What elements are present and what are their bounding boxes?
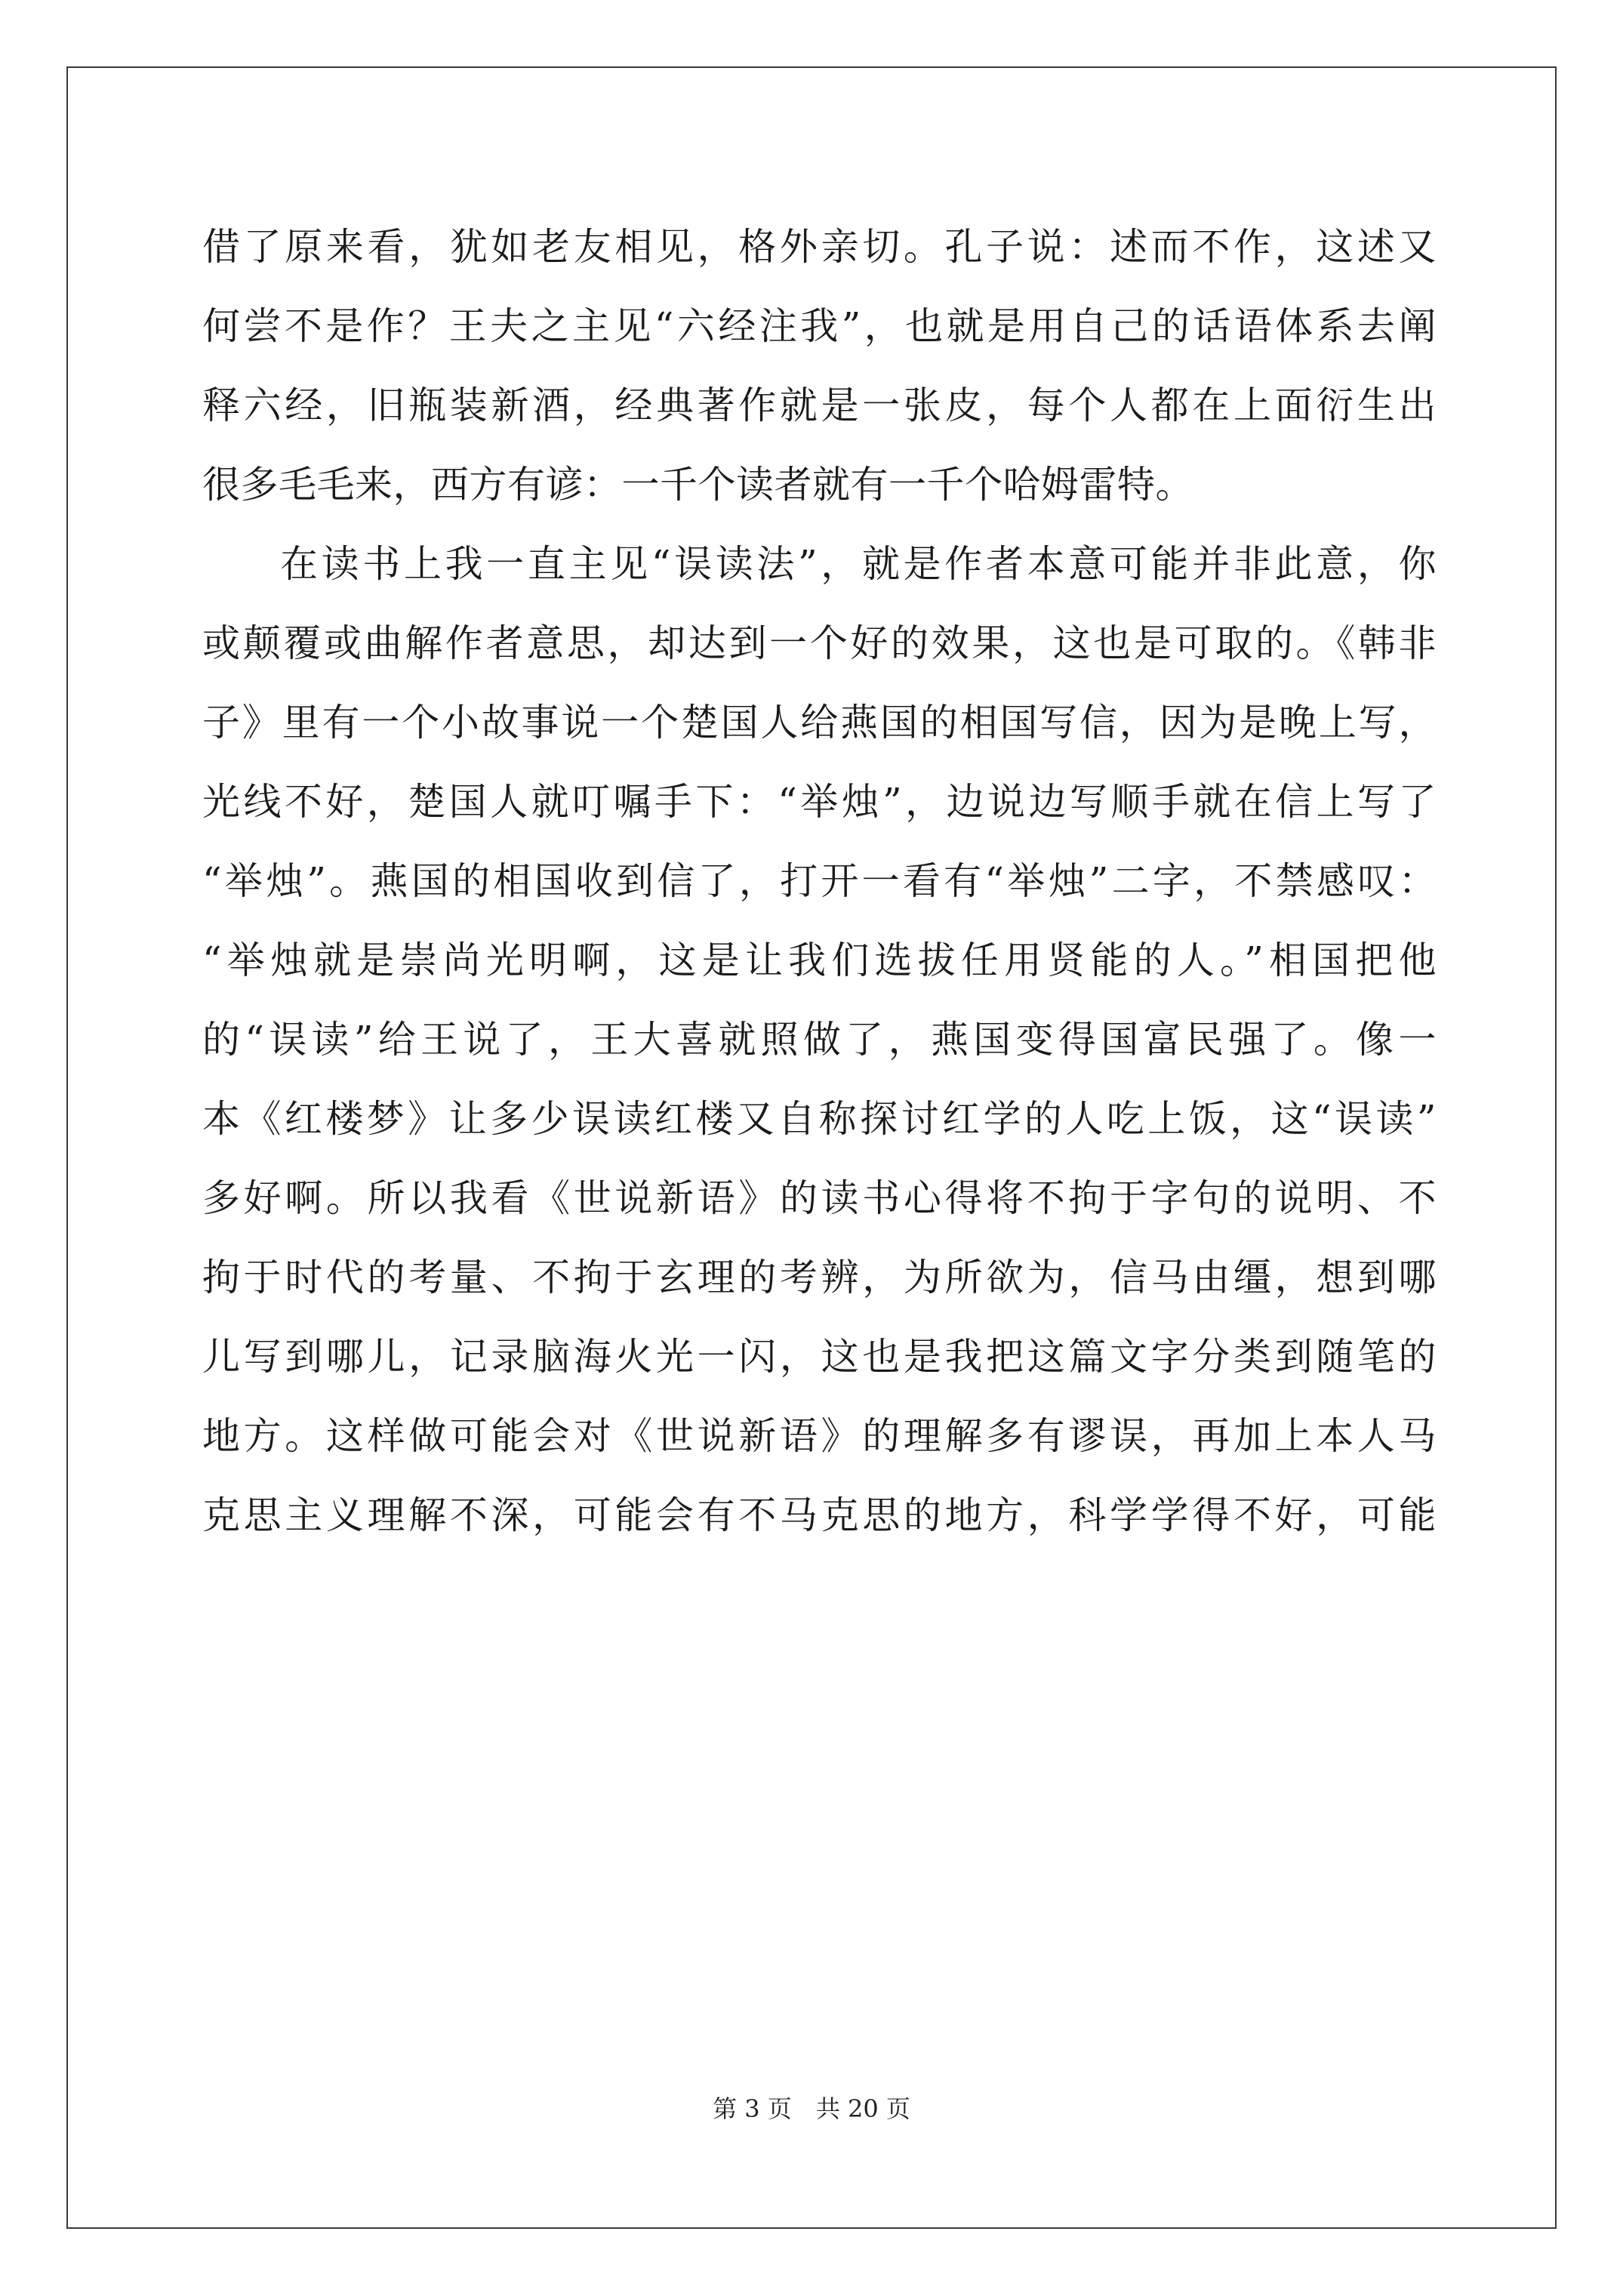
text-line-15: 儿写到哪儿，记录脑海火光一闪，这也是我把这篇文字分类到随笔的 — [202, 1335, 1437, 1379]
text-line-1: 借了原来看，犹如老友相见，格外亲切。孔子说：述而不作，这述又 — [202, 225, 1437, 269]
text-line-6: 或颠覆或曲解作者意思，却达到一个好的效果，这也是可取的。《韩非 — [202, 621, 1437, 665]
text-line-2: 何尝不是作？王夫之主见“六经注我”，也就是用自己的话语体系去阐 — [202, 304, 1437, 348]
text-line-17: 克思主义理解不深，可能会有不马克思的地方，科学学得不好，可能 — [202, 1493, 1437, 1537]
text-line-3: 释六经，旧瓶装新酒，经典著作就是一张皮，每个人都在上面衍生出 — [202, 384, 1437, 427]
page-number-footer: 第 3 页 共 20 页 — [713, 2094, 910, 2123]
text-line-16: 地方。这样做可能会对《世说新语》的理解多有谬误，再加上本人马 — [202, 1414, 1437, 1458]
text-line-7: 子》里有一个小故事说一个楚国人给燕国的相国写信，因为是晚上写， — [202, 701, 1437, 744]
text-line-11: 的“误读”给王说了，王大喜就照做了，燕国变得国富民强了。像一 — [202, 1018, 1437, 1062]
text-line-12: 本《红楼梦》让多少误读红楼又自称探讨红学的人吃上饭，这“误读” — [202, 1097, 1437, 1141]
text-line-13: 多好啊。所以我看《世说新语》的读书心得将不拘于字句的说明、不 — [202, 1176, 1437, 1220]
text-line-14: 拘于时代的考量、不拘于玄理的考辨，为所欲为，信马由缰，想到哪 — [202, 1256, 1437, 1299]
text-line-10: “举烛就是崇尚光明啊，这是让我们选拔任用贤能的人。”相国把他 — [202, 938, 1437, 982]
text-line-8: 光线不好，楚国人就叮嘱手下：“举烛”，边说边写顺手就在信上写了 — [202, 780, 1437, 824]
text-line-5: 在读书上我一直主见“误读法”，就是作者本意可能并非此意，你 — [280, 542, 1437, 586]
text-line-4: 很多毛毛来，西方有谚：一千个读者就有一千个哈姆雷特。 — [202, 463, 1193, 507]
text-line-9: “举烛”。燕国的相国收到信了，打开一看有“举烛”二字，不禁感叹： — [202, 859, 1437, 903]
